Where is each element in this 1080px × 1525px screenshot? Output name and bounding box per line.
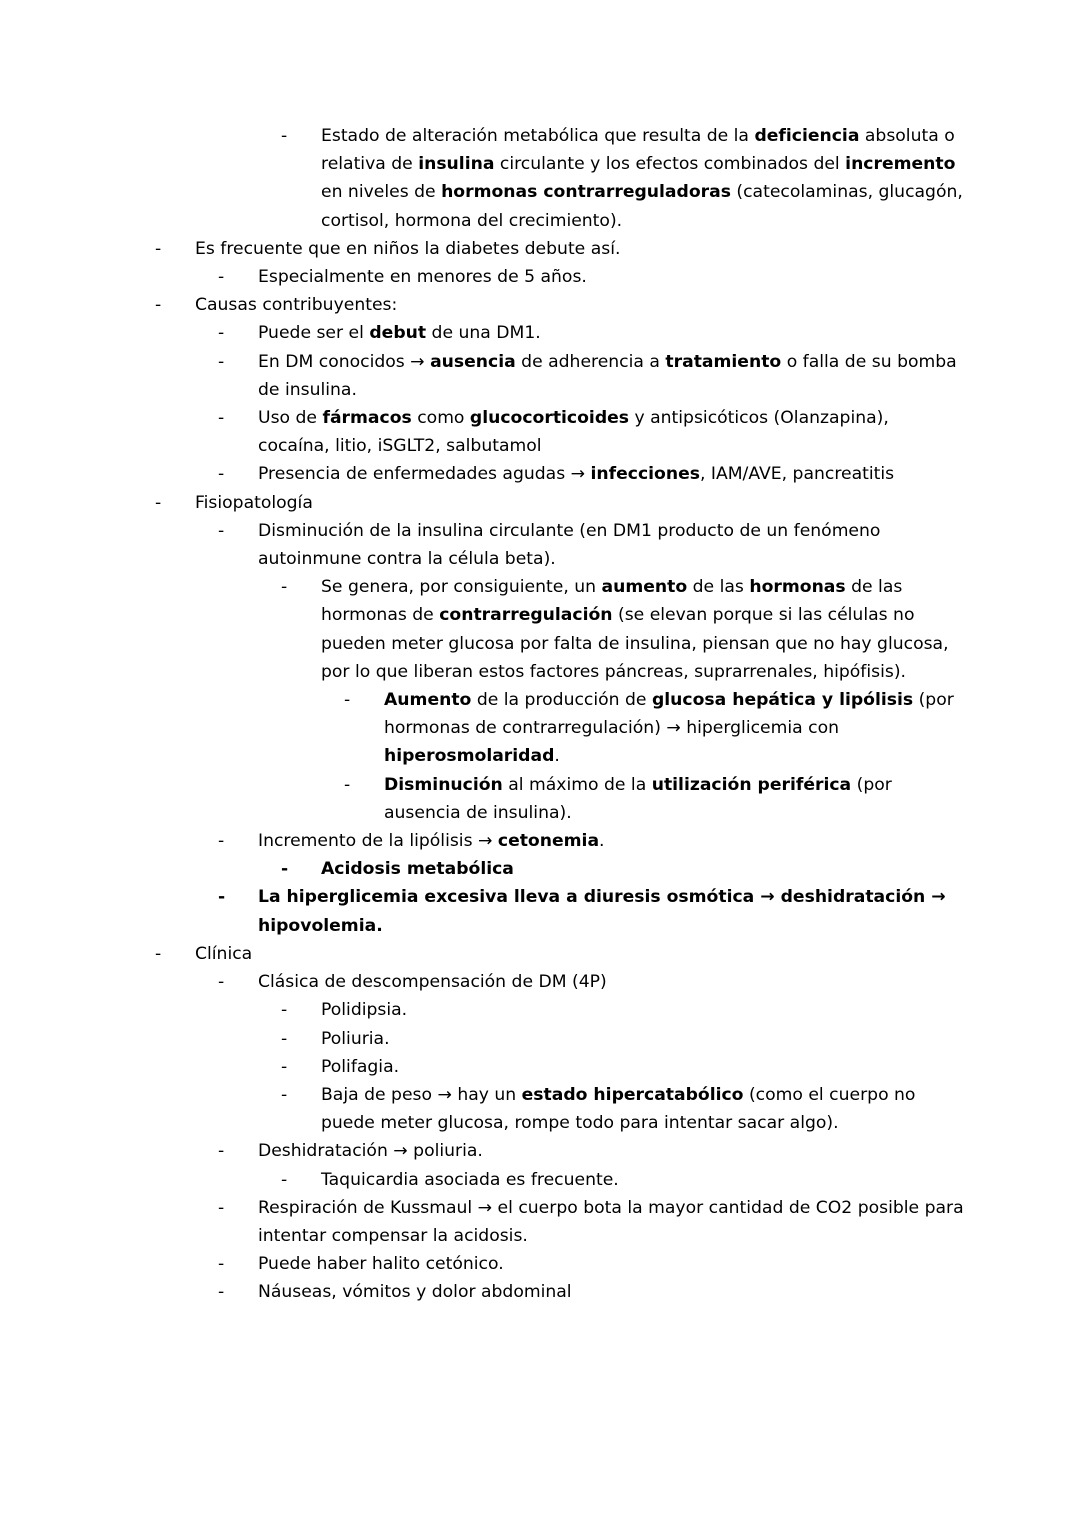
bullet-marker: - bbox=[155, 943, 162, 964]
outline-item bbox=[218, 883, 965, 939]
outline-item-text: Polifagia. bbox=[321, 1056, 400, 1077]
outline-item-text: Clásica de descompensación de DM (4P) bbox=[258, 972, 607, 993]
outline-item bbox=[218, 319, 965, 347]
bullet-marker: - bbox=[218, 351, 225, 372]
outline-item bbox=[281, 1025, 965, 1053]
bullet-marker: - bbox=[281, 1000, 288, 1021]
bullet-marker: - bbox=[155, 295, 162, 316]
outline-item-text: Causas contribuyentes: bbox=[195, 295, 398, 316]
outline-item bbox=[218, 1137, 965, 1165]
outline-item-text: Disminución al máximo de la utilización periférica (por ausencia de insulina). bbox=[384, 774, 892, 823]
bullet-marker: - bbox=[281, 126, 288, 146]
bullet-marker: - bbox=[218, 464, 225, 485]
outline-item bbox=[218, 968, 965, 996]
outline-item bbox=[218, 460, 965, 488]
outline-item bbox=[344, 686, 965, 771]
bullet-marker: - bbox=[281, 1056, 288, 1077]
outline-item-text: Náuseas, vómitos y dolor abdominal bbox=[258, 1282, 572, 1303]
outline-item-text: Baja de peso → hay un estado hipercatabólico (como el cuerpo no puede meter glucosa, rompe todo para intentar sacar algo). bbox=[321, 1084, 916, 1134]
bullet-marker: - bbox=[218, 831, 225, 852]
outline-item bbox=[281, 1166, 965, 1194]
outline-item-text: Poliuria. bbox=[321, 1028, 390, 1049]
outline-item-text: Puede haber halito cetónico. bbox=[258, 1254, 504, 1275]
bullet-marker: - bbox=[218, 1282, 225, 1303]
bullet-marker: - bbox=[344, 774, 351, 795]
outline-item bbox=[218, 827, 965, 855]
outline-item bbox=[281, 573, 965, 686]
outline-item-text: Se genera, por consiguiente, un aumento de las hormonas de las hormonas de contrarregulación (se elevan porque si las células no pueden meter glucosa por falta de insulina, piensan que no hay glucosa, por lo que liberan estos factores páncreas, suprarrenales, hipófisis). bbox=[321, 577, 949, 682]
outline-list bbox=[155, 122, 965, 1307]
outline-item bbox=[218, 1278, 965, 1306]
notes-body bbox=[155, 122, 965, 1307]
outline-item-text: Presencia de enfermedades agudas → infecciones, IAM/AVE, pancreatitis bbox=[258, 464, 895, 485]
bullet-marker: - bbox=[218, 1141, 225, 1162]
outline-item bbox=[281, 1081, 965, 1137]
bullet-marker: - bbox=[155, 492, 162, 513]
outline-item-text: En DM conocidos → ausencia de adherencia a tratamiento o falla de su bomba de insulina. bbox=[258, 351, 957, 400]
outline-item-text: Incremento de la lipólisis → cetonemia. bbox=[258, 831, 605, 852]
bullet-marker: - bbox=[218, 972, 225, 993]
outline-item-text: Acidosis metabólica bbox=[321, 859, 514, 880]
bullet-marker: - bbox=[218, 323, 225, 344]
bullet-marker: - bbox=[281, 577, 288, 598]
outline-item bbox=[281, 855, 965, 883]
bullet-marker: - bbox=[281, 1028, 288, 1049]
bullet-marker: - bbox=[344, 690, 351, 711]
bullet-marker: - bbox=[218, 267, 225, 288]
outline-item-text: Respiración de Kussmaul → el cuerpo bota la mayor cantidad de CO2 posible para intentar compensar la acidosis. bbox=[258, 1197, 964, 1246]
bullet-marker: - bbox=[155, 238, 162, 259]
bullet-marker: - bbox=[218, 1254, 225, 1275]
bullet-marker: - bbox=[281, 859, 289, 880]
outline-item-text: Polidipsia. bbox=[321, 1000, 408, 1021]
outline-item-text: La hiperglicemia excesiva lleva a diuresis osmótica → deshidratación → hipovolemia. bbox=[258, 887, 946, 936]
outline-item bbox=[281, 1053, 965, 1081]
outline-item-text: Taquicardia asociada es frecuente. bbox=[321, 1169, 619, 1190]
outline-item-text: Es frecuente que en niños la diabetes debute así. bbox=[195, 238, 621, 259]
outline-item bbox=[218, 1194, 965, 1250]
outline-item bbox=[281, 122, 965, 235]
bullet-marker: - bbox=[218, 1197, 225, 1218]
outline-item-text: Uso de fármacos como glucocorticoides y antipsicóticos (Olanzapina), cocaína, litio, iSGLT2, salbutamol bbox=[258, 408, 889, 457]
outline-item-text: Estado de alteración metabólica que resulta de la deficiencia absoluta o relativa de insulina circulante y los efectos combinados del incremento en niveles de hormonas contrarreguladoras (catecolaminas, glucagón, cortisol, hormona del crecimiento). bbox=[321, 126, 963, 231]
outline-item-text: Aumento de la producción de glucosa hepática y lipólisis (por hormonas de contrarregulación) → hiperglicemia con hiperosmolaridad. bbox=[384, 690, 954, 767]
bullet-marker: - bbox=[218, 887, 226, 908]
outline-item bbox=[218, 348, 965, 404]
outline-item-text: Puede ser el debut de una DM1. bbox=[258, 323, 541, 344]
outline-item bbox=[281, 996, 965, 1024]
outline-item-text: Especialmente en menores de 5 años. bbox=[258, 267, 587, 288]
outline-item bbox=[155, 291, 965, 319]
bullet-marker: - bbox=[218, 408, 225, 429]
outline-item bbox=[218, 263, 965, 291]
outline-item bbox=[155, 235, 965, 263]
bullet-marker: - bbox=[281, 1084, 288, 1105]
outline-item bbox=[218, 404, 965, 460]
outline-item bbox=[344, 771, 965, 827]
outline-item-text: Clínica bbox=[195, 943, 253, 964]
outline-item-text: Fisiopatología bbox=[195, 492, 313, 513]
bullet-marker: - bbox=[281, 1169, 288, 1190]
outline-item bbox=[155, 489, 965, 517]
outline-item bbox=[155, 940, 965, 968]
outline-item-text: Deshidratación → poliuria. bbox=[258, 1141, 483, 1162]
outline-item bbox=[218, 1250, 965, 1278]
outline-item bbox=[218, 517, 965, 573]
outline-item-text: Disminución de la insulina circulante (en DM1 producto de un fenómeno autoinmune contra la célula beta). bbox=[258, 520, 881, 570]
bullet-marker: - bbox=[218, 520, 225, 541]
